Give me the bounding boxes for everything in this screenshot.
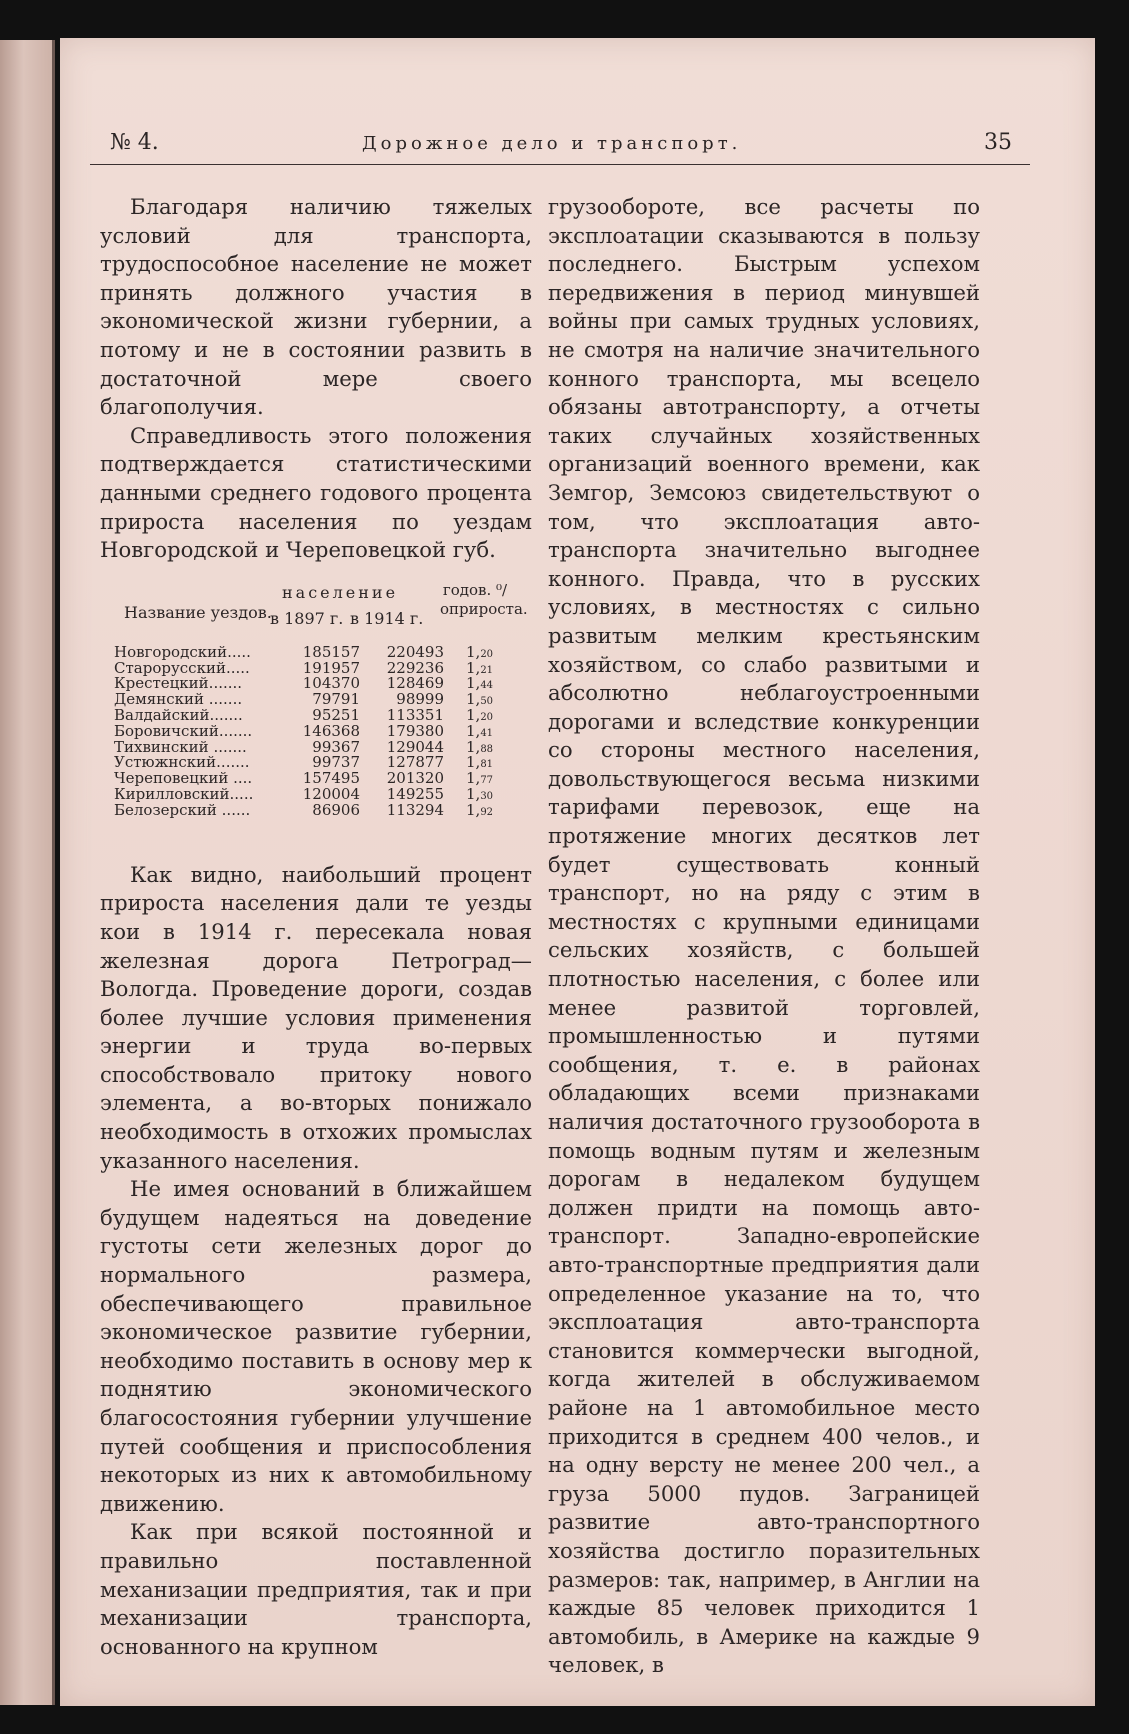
journal-title: Дорожное дело и транспорт. (362, 133, 742, 154)
district-name: Крестецкий....... (114, 674, 243, 693)
table-header-growth: годов. ⁰/оприроста. (440, 580, 528, 618)
table-header-name: Название уездов. (124, 602, 272, 622)
district-name: Белозерский ...... (114, 800, 251, 819)
population-1914: 201320 (386, 769, 444, 788)
population-1914: 128469 (386, 674, 444, 693)
paragraph: Как видно, наибольший процент прироста населения дали те уезды кои в 1914 г. пересекала новая железная дорога Петроград—Вологда. Проведение дороги, создав более лучшие условия применения энергии и труда во-первых способствовало притоку нового элемента, а во-вторых понижало необходимость в отхожих промыслах указанного населения. (100, 861, 532, 1173)
paragraph: грузообороте, все расчеты по эксплоатации сказываются в пользу последнего. Быстрым успехом передвижения в период минувшей войны при самых трудных условиях, не смотря на наличие значительного конного транспорта, мы всецело обязаны автотранспорту, а отчеты таких случайных хозяйственных организаций военного времени, как Земгор, Земсоюз свидетельствуют о том, что эксплоатация авто-транспорта значительно выгоднее конного. Правда, что в русских условиях, в местностях с сильно развитым мелким крестьянским хозяйством, со слабо развитыми и абсолютно неблагоустроенными дорогами и вследствие конкуренции со стороны местного населения, довольствующегося весьма низкими тарифами перевозок, еще на протяжение многих десятков лет будет существовать конный транспорт, но на ряду с этим в местностях с крупными единицами сельских хозяйств, с большей плотностью населения, с более или менее развитой торговлей, промышленностью и путями сообщения, т. е. в районах обладающих всеми признаками наличия достаточного грузооборота в помощь водным путям и железным дорогам в недалеком будущем должен придти на помощь авто-транспорт. Западно-европейские авто-транспортные предприятия дали определенное указание на то, что эксплоатация авто-транспорта становится коммерчески выгодной, когда жителей в обслуживаемом районе на 1 автомобильное место приходится в среднем 400 челов., и на одну версту не менее 200 чел., а груза 5000 пудов. Заграницей развитие авто-транспортного хозяйства достигло поразительных размеров: так, например, в Англии на каждые 85 человек приходится 1 автомобиль, в Америке на каждые 9 человек, в (548, 194, 980, 1678)
district-name: Демянский ....... (114, 690, 243, 709)
population-1914: 220493 (386, 642, 444, 661)
previous-page-edge (0, 40, 55, 1705)
population-1897: 86906 (312, 800, 360, 819)
population-1897: 79791 (312, 690, 360, 709)
district-name: Старорусский..... (114, 658, 250, 677)
running-header (90, 130, 1030, 165)
population-1897: 157495 (302, 769, 360, 788)
growth-percent: 1,44 (466, 674, 494, 693)
left-column (100, 193, 532, 1661)
population-table (100, 579, 532, 851)
growth-percent: 1,81 (466, 753, 494, 772)
journal-page (60, 38, 1095, 1706)
population-1914: 113351 (386, 705, 444, 724)
population-1897: 95251 (312, 705, 360, 724)
population-1897: 104370 (302, 674, 360, 693)
growth-percent: 1,21 (466, 658, 494, 677)
growth-percent: 1,20 (466, 705, 494, 724)
population-1897: 99367 (312, 737, 360, 756)
population-1914: 127877 (386, 753, 444, 772)
population-1897: 191957 (302, 658, 360, 677)
district-name: Кирилловский..... (114, 784, 254, 803)
population-1897: 99737 (312, 753, 360, 772)
page-number: 35 (984, 130, 1012, 155)
table-header-1914: в 1914 г. (350, 608, 424, 628)
paragraph: Как при всякой постоянной и правильно поставленной механизации предприятия, так и при механизации транспорта, основанного на крупном (100, 1519, 532, 1659)
table-header-1897: в 1897 г. (270, 608, 344, 628)
right-column (548, 193, 980, 1680)
population-1914: 129044 (386, 737, 444, 756)
growth-percent: 1,30 (466, 784, 494, 803)
district-name: Боровичский....... (114, 721, 253, 740)
district-name: Тихвинский ....... (114, 737, 247, 756)
growth-percent: 1,88 (466, 737, 494, 756)
growth-percent: 1,77 (466, 769, 494, 788)
growth-percent: 1,50 (466, 690, 494, 709)
population-1914: 113294 (386, 800, 444, 819)
paragraph: Благодаря наличию тяжелых условий для транспорта, трудоспособное население не может принять должного участия в экономической жизни губернии, а потому и не в состоянии развить в достаточной мере своего благополучия. (100, 194, 532, 420)
population-1914: 149255 (386, 784, 444, 803)
district-name: Новгородский..... (114, 642, 251, 661)
table-row (114, 800, 534, 819)
population-1897: 146368 (302, 721, 360, 740)
growth-percent: 1,41 (466, 721, 494, 740)
district-name: Череповецкий .... (114, 769, 253, 788)
table-header-population: население (282, 582, 399, 602)
population-1914: 179380 (386, 721, 444, 740)
district-name: Валдайский....... (114, 705, 243, 724)
issue-number: № 4. (110, 130, 159, 155)
table-body (114, 642, 534, 819)
population-1914: 229236 (386, 658, 444, 677)
district-name: Устюжнский....... (114, 753, 250, 772)
population-1897: 120004 (302, 784, 360, 803)
population-1914: 98999 (396, 690, 444, 709)
paragraph: Не имея оснований в ближайшем будущем надеяться на доведение густоты сети железных дорог до нормального размера, обеспечивающего правильное экономическое развитие губернии, необходимо поставить в основу мер к поднятию экономического благосостояния губернии улучшение путей сообщения и приспособления некоторых из них к автомобильному движению. (100, 1176, 532, 1516)
population-1897: 185157 (302, 642, 360, 661)
growth-percent: 1,20 (466, 642, 494, 661)
growth-percent: 1,92 (466, 800, 494, 819)
paragraph: Справедливость этого положения подтверждается статистическими данными среднего годового процента прироста населения по уездам Новгородской и Череповецкой губ. (100, 422, 532, 563)
